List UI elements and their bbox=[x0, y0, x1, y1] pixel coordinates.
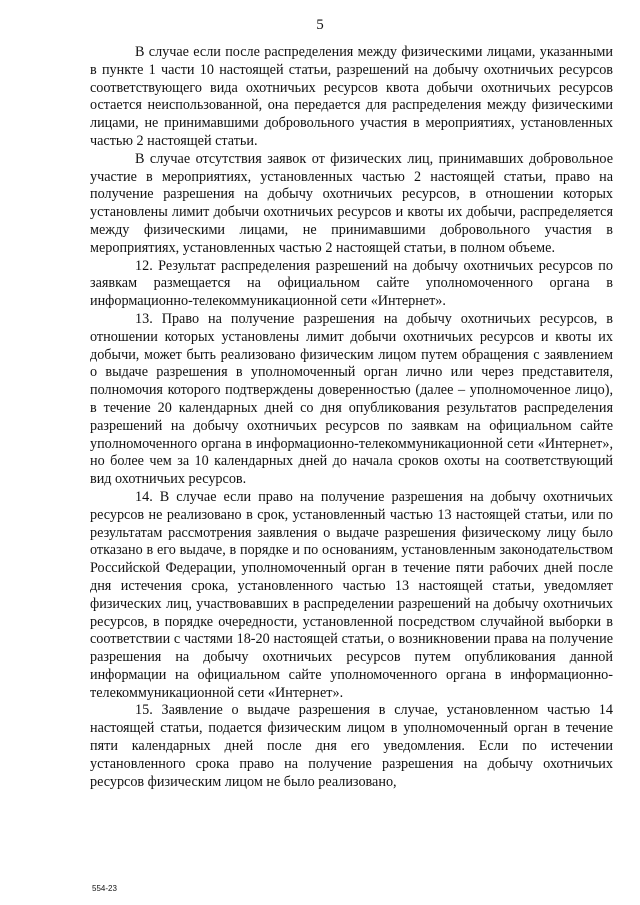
paragraph-3: 12. Результат распределения разрешений на добычу охотничьих ресурсов по заявкам размещается на официальном сайте уполномоченного органа в информационно-телекоммуникационной сети «Интернет». bbox=[90, 257, 613, 310]
paragraph-4: 13. Право на получение разрешения на добычу охотничьих ресурсов, в отношении которых установлены лимит добычи охотничьих ресурсов и квоты их добычи, может быть реализовано физическим лицом путем обращения с заявлением о выдаче разрешения в уполномоченный орган лично или через представителя, полномочия которого подтверждены доверенностью (далее – уполномоченное лицо), в течение 20 календарных дней со дня опубликования результатов распределения разрешений на добычу охотничьих ресурсов по заявкам на официальном сайте уполномоченного органа в информационно-телекоммуникационной сети «Интернет», но более чем за 10 календарных дней до начала сроков охоты на соответствующий вид охотничьих ресурсов. bbox=[90, 310, 613, 488]
paragraph-1: В случае если после распределения между физическими лицами, указанными в пункте 1 части 10 настоящей статьи, разрешений на добычу охотничьих ресурсов соответствующего вида охотничьих ресурсов квота добычи охотничьих ресурсов остается неиспользованной, она передается для распределения между физическими лицами, не принимавшими добровольного участия в мероприятиях, установленных частью 2 настоящей статьи. bbox=[90, 44, 613, 149]
paragraph-5: 14. В случае если право на получение разрешения на добычу охотничьих ресурсов не реализовано в срок, установленный частью 13 настоящей статьи, или по результатам рассмотрения заявления о выдаче разрешения физическому лицу было отказано в его выдаче, в порядке и по основаниям, установленным законодательством Российской Федерации, уполномоченный орган в течение пяти рабочих дней после дня истечения срока, установленного частью 13 настоящей статьи, уведомляет физических лиц, участвовавших в распределении разрешений на добычу охотничьих ресурсов, в порядке очередности, установленной посредством случайной выборки в соответствии с частями 18-20 настоящей статьи, о возникновении права на получение разрешения на добычу охотничьих ресурсов путем опубликования данной информации на официальном сайте уполномоченного органа в информационно-телекоммуникационной сети «Интернет». bbox=[90, 488, 613, 701]
document-body bbox=[90, 44, 613, 791]
paragraph-2: В случае отсутствия заявок от физических лиц, принимавших добровольное участие в мероприятиях, установленных частью 2 настоящей статьи, право на получение разрешения на добычу охотничьих ресурсов, в отношении которых установлены лимит добычи охотничьих ресурсов и квоты их добычи, распределяется между физическими лицами, не принимавшими добровольного участия в мероприятиях, установленных частью 2 настоящей статьи, в полном объеме. bbox=[90, 150, 613, 256]
document-code: 554-23 bbox=[92, 884, 117, 893]
page-number: 5 bbox=[316, 17, 324, 33]
paragraph-6: 15. Заявление о выдаче разрешения в случае, установленном частью 14 настоящей статьи, подается физическим лицом в уполномоченный орган в течение пяти календарных дней после дня его уведомления. Если по истечении установленного срока право на получение разрешения на добычу охотничьих ресурсов физическим лицом не было реализовано, bbox=[90, 702, 613, 790]
